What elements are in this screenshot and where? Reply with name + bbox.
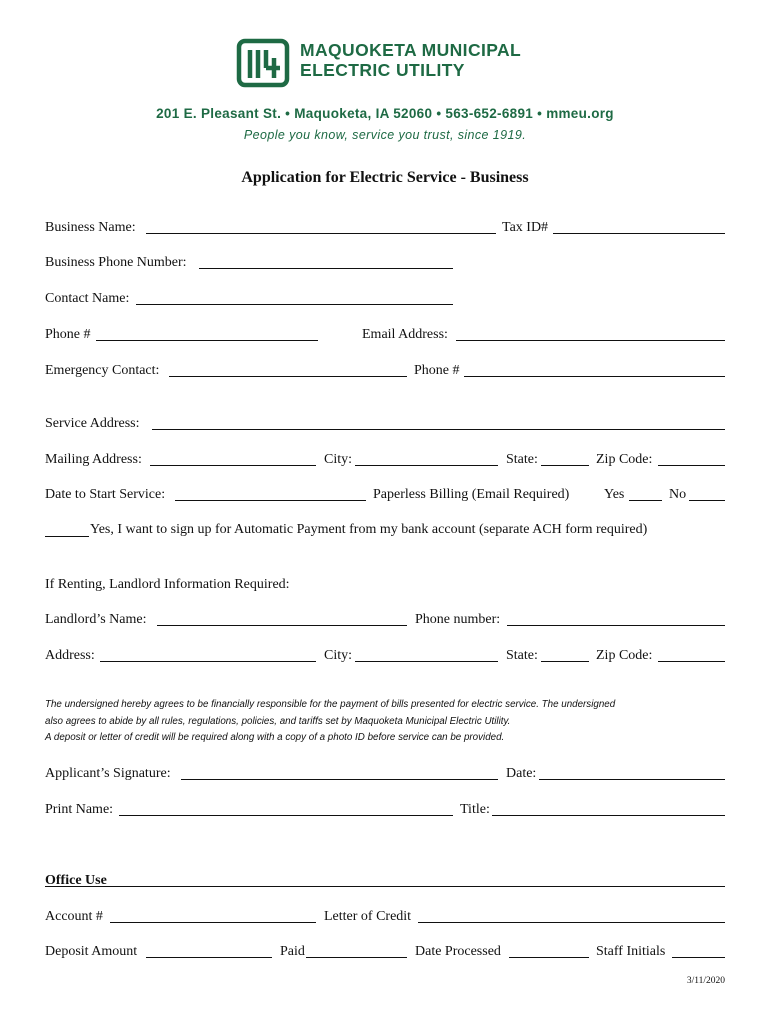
tax-id-label: Tax ID#: [502, 220, 549, 235]
utility-name-line2: ELECTRIC UTILITY: [300, 60, 465, 80]
agreement-note: [45, 697, 735, 747]
print-name-field[interactable]: [119, 815, 453, 816]
letter-of-credit-field[interactable]: [418, 922, 725, 923]
paperless-yes-label: Yes: [604, 487, 625, 502]
office-use-rule: [45, 886, 725, 887]
city-label: City:: [324, 452, 353, 467]
start-date-field[interactable]: [175, 500, 366, 501]
address-line: 201 E. Pleasant St. • Maquoketa, IA 52060 • 563-652-6891 • mmeu.org: [156, 106, 614, 121]
paid-label: Paid: [280, 944, 305, 959]
landlord-address-label: Address:: [45, 648, 95, 663]
auto-pay-label: Yes, I want to sign up for Automatic Payment from my bank account (separate ACH form required): [90, 522, 648, 537]
city-field[interactable]: [355, 465, 498, 466]
business-phone-label: Business Phone Number:: [45, 255, 187, 270]
business-name-field[interactable]: [146, 233, 496, 234]
date-label: Date:: [506, 766, 537, 781]
signature-label: Applicant’s Signature:: [45, 766, 171, 781]
revision-date: 3/11/2020: [686, 976, 725, 986]
signature-field[interactable]: [181, 779, 498, 780]
email-label: Email Address:: [362, 327, 448, 342]
title-field[interactable]: [492, 815, 725, 816]
emergency-contact-field[interactable]: [169, 376, 407, 377]
form-title: Application for Electric Service - Business: [241, 169, 529, 186]
landlord-city-label: City:: [324, 648, 353, 663]
paperless-no-label: No: [669, 487, 687, 502]
paperless-no-field[interactable]: [689, 500, 725, 501]
paid-field[interactable]: [306, 957, 407, 958]
landlord-name-label: Landlord’s Name:: [45, 612, 147, 627]
emergency-phone-field[interactable]: [464, 376, 725, 377]
mailing-address-field[interactable]: [150, 465, 316, 466]
mailing-address-label: Mailing Address:: [45, 452, 142, 467]
email-field[interactable]: [456, 340, 725, 341]
business-name-label: Business Name:: [45, 220, 136, 235]
office-use-heading: Office Use: [45, 873, 107, 888]
tax-id-field[interactable]: [553, 233, 725, 234]
utility-name-line1: MAQUOKETA MUNICIPAL: [300, 40, 522, 60]
zip-label: Zip Code:: [596, 452, 653, 467]
paperless-label: Paperless Billing (Email Required): [373, 487, 570, 502]
landlord-address-field[interactable]: [100, 661, 316, 662]
deposit-amount-field[interactable]: [146, 957, 272, 958]
landlord-phone-label: Phone number:: [415, 612, 501, 627]
agreement-note-line1: The undersigned hereby agrees to be financially responsible for the payment of bills presented for electric service. The undersigned: [45, 699, 616, 710]
business-phone-field[interactable]: [199, 268, 453, 269]
landlord-zip-field[interactable]: [658, 661, 725, 662]
mmeu-logo-icon: [236, 38, 290, 88]
deposit-amount-label: Deposit Amount: [45, 944, 138, 959]
service-address-field[interactable]: [152, 429, 725, 430]
landlord-phone-field[interactable]: [507, 625, 725, 626]
landlord-state-field[interactable]: [541, 661, 589, 662]
date-processed-field[interactable]: [509, 957, 589, 958]
phone-field[interactable]: [96, 340, 318, 341]
renting-heading: If Renting, Landlord Information Required:: [45, 577, 290, 592]
date-processed-label: Date Processed: [415, 944, 501, 959]
emergency-phone-label: Phone #: [414, 363, 460, 378]
service-address-label: Service Address:: [45, 416, 140, 431]
contact-name-label: Contact Name:: [45, 291, 130, 306]
staff-initials-label: Staff Initials: [596, 944, 666, 959]
paperless-yes-field[interactable]: [629, 500, 662, 501]
account-label: Account #: [45, 909, 103, 924]
print-name-label: Print Name:: [45, 802, 114, 817]
contact-name-field[interactable]: [136, 304, 453, 305]
staff-initials-field[interactable]: [672, 957, 725, 958]
agreement-note-line3: A deposit or letter of credit will be required along with a copy of a photo ID before service can be provided.: [45, 732, 505, 743]
account-field[interactable]: [110, 922, 316, 923]
phone-label: Phone #: [45, 327, 91, 342]
utility-name: [300, 40, 521, 80]
agreement-note-line2: also agrees to abide by all rules, regulations, policies, and tariffs set by Maquoketa Municipal Electric Utility.: [45, 715, 511, 727]
auto-pay-field[interactable]: [45, 536, 89, 537]
start-date-label: Date to Start Service:: [45, 487, 166, 502]
landlord-state-label: State:: [506, 648, 538, 663]
landlord-name-field[interactable]: [157, 625, 407, 626]
landlord-city-field[interactable]: [355, 661, 498, 662]
emergency-contact-label: Emergency Contact:: [45, 363, 160, 378]
letter-of-credit-label: Letter of Credit: [324, 909, 412, 924]
date-field[interactable]: [539, 779, 725, 780]
zip-field[interactable]: [658, 465, 725, 466]
tagline: People you know, service you trust, since 1919.: [243, 128, 527, 142]
title-label: Title:: [460, 802, 490, 817]
state-field[interactable]: [541, 465, 589, 466]
state-label: State:: [506, 452, 538, 467]
landlord-zip-label: Zip Code:: [596, 648, 653, 663]
